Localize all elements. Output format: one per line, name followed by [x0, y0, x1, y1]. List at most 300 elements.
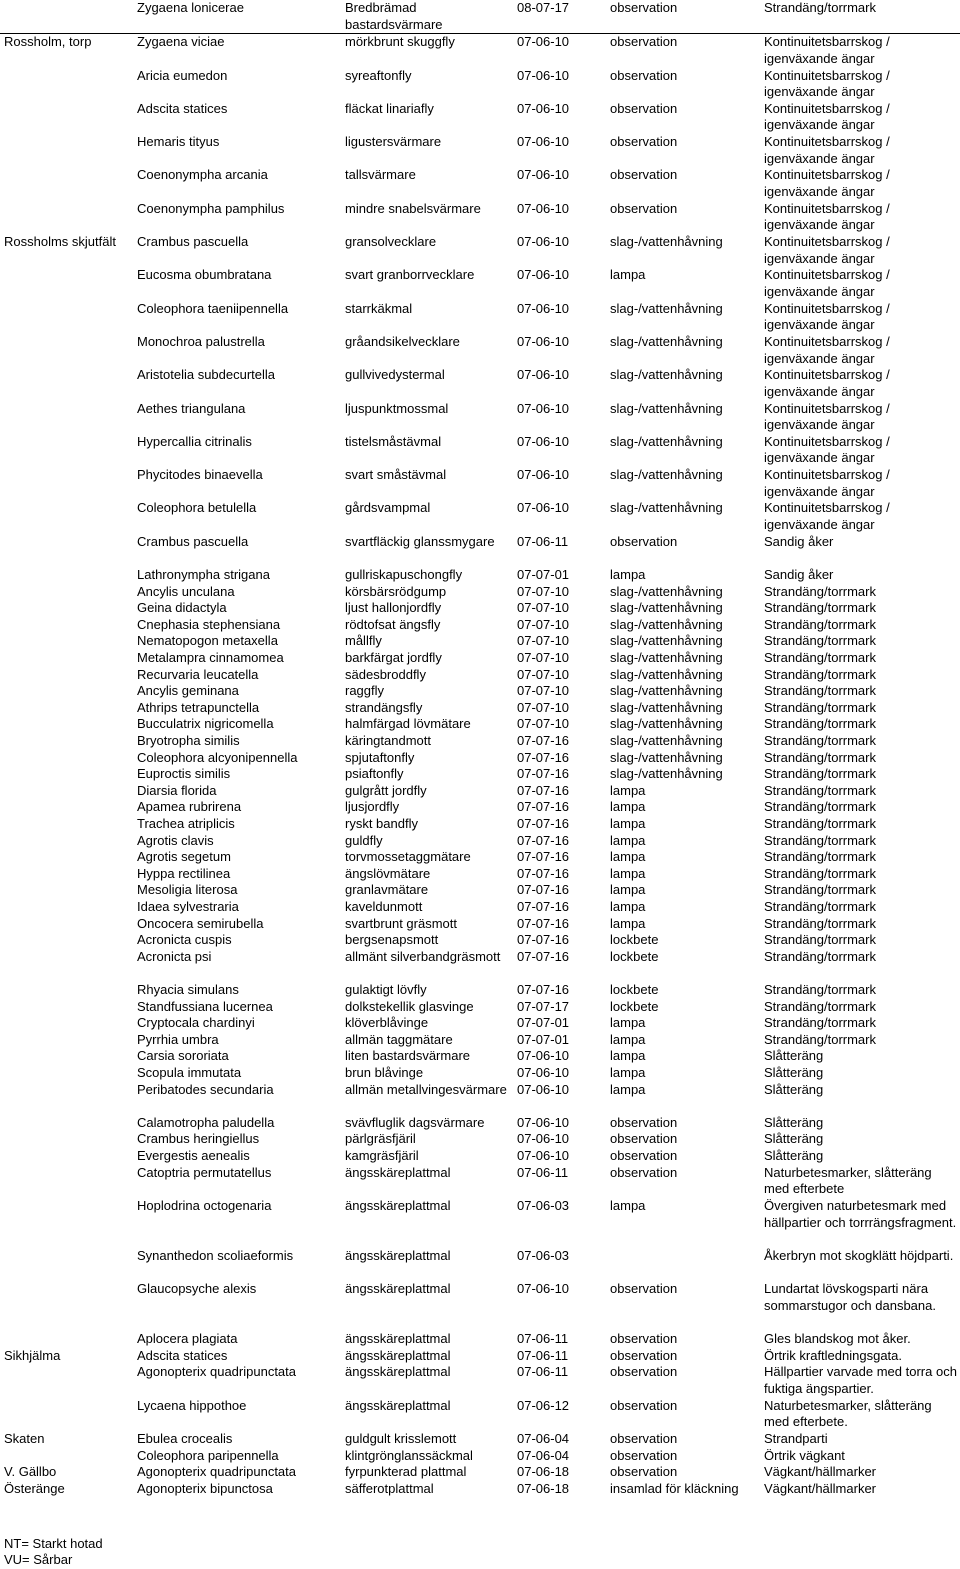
swedish-name-cell: allmän metallvingesvärmare [345, 1081, 507, 1097]
method-cell: lampa [610, 567, 646, 583]
scientific-name-cell: Crambus heringiellus [137, 1131, 260, 1147]
table-row [0, 1448, 960, 1465]
table-row [0, 766, 960, 783]
swedish-name-cell: syreaftonfly [345, 67, 412, 83]
swedish-name-cell: kaveldunmott [345, 898, 423, 914]
locality-cell [0, 683, 133, 700]
swedish-name-cell: svartfläckig glanssmygare [345, 533, 495, 549]
habitat-cell: Kontinuitetsbarrskog / igenväxande ängar [764, 167, 890, 200]
date-cell: 07-06-10 [517, 267, 570, 283]
table-row [0, 982, 960, 999]
method-cell: observation [610, 1431, 678, 1447]
method-cell: lampa [610, 799, 646, 815]
table-row [0, 633, 960, 650]
legend-nt: NT= Starkt hotad [4, 1536, 103, 1551]
scientific-name-cell: Peribatodes secundaria [137, 1081, 274, 1097]
method-cell: observation [610, 1114, 678, 1130]
method-cell: lockbete [610, 998, 659, 1014]
date-cell: 07-07-01 [517, 1015, 570, 1031]
table-row [0, 700, 960, 717]
method-cell: slag-/vattenhåvning [610, 683, 723, 699]
scientific-name-cell: Cryptocala chardinyi [137, 1015, 255, 1031]
method-cell: slag-/vattenhåvning [610, 766, 723, 782]
table-row [0, 882, 960, 899]
table-row [0, 1148, 960, 1165]
scientific-name-cell: Ancylis geminana [137, 683, 239, 699]
locality-cell [0, 667, 133, 684]
date-cell: 07-06-18 [517, 1464, 570, 1480]
locality-cell [0, 982, 133, 999]
scientific-name-cell: Coleophora alcyonipennella [137, 749, 298, 765]
method-cell: insamlad för kläckning [610, 1480, 739, 1496]
scientific-name-cell: Coenonympha pamphilus [137, 200, 285, 216]
locality-cell [0, 0, 133, 34]
swedish-name-cell: allmän taggmätare [345, 1031, 453, 1047]
habitat-cell: Slåtteräng [764, 1114, 824, 1130]
scientific-name-cell: Calamotropha paludella [137, 1114, 275, 1130]
method-cell: slag-/vattenhåvning [610, 749, 723, 765]
habitat-cell: Slåtteräng [764, 1148, 824, 1164]
habitat-cell: Vägkant/hällmarker [764, 1464, 876, 1480]
habitat-cell: Strandäng/torrmark [764, 716, 876, 732]
habitat-cell: Strandäng/torrmark [764, 749, 876, 765]
method-cell: lampa [610, 1081, 646, 1097]
scientific-name-cell: Acronicta psi [137, 948, 212, 964]
method-cell: slag-/vattenhåvning [610, 699, 723, 715]
table-row [0, 899, 960, 916]
locality-cell [0, 584, 133, 601]
locality-cell [0, 733, 133, 750]
table-row [0, 849, 960, 866]
habitat-cell: Strandäng/torrmark [764, 832, 876, 848]
date-cell: 07-06-10 [517, 1114, 570, 1130]
date-cell: 07-06-10 [517, 467, 570, 483]
locality-cell [0, 1032, 133, 1049]
date-cell: 07-06-10 [517, 167, 570, 183]
habitat-cell: Hällpartier varvade med torra och fuktiga ängspartier. [764, 1364, 957, 1397]
date-cell: 07-06-10 [517, 1081, 570, 1097]
method-cell: observation [610, 1148, 678, 1164]
date-cell: 07-07-10 [517, 716, 570, 732]
date-cell: 07-06-18 [517, 1480, 570, 1496]
swedish-name-cell: ängsskäreplattmal [345, 1397, 451, 1413]
locality-cell [0, 716, 133, 733]
swedish-name-cell: ängsskäreplattmal [345, 1331, 451, 1347]
scientific-name-cell: Rhyacia simulans [137, 982, 239, 997]
habitat-cell: Strandäng/torrmark [764, 1031, 876, 1047]
table-row [0, 1198, 960, 1248]
habitat-cell: Strandäng/torrmark [764, 683, 876, 699]
table-row [0, 1281, 960, 1331]
scientific-name-cell: Oncocera semirubella [137, 915, 264, 931]
table-row [0, 1248, 960, 1281]
table-row [0, 1065, 960, 1082]
locality-cell [0, 134, 133, 167]
scientific-name-cell: Coenonympha arcania [137, 167, 268, 183]
date-cell: 07-07-16 [517, 766, 570, 782]
table-row [0, 600, 960, 617]
table-row [0, 650, 960, 667]
table-row [0, 1464, 960, 1481]
scientific-name-cell: Bucculatrix nigricomella [137, 716, 274, 732]
habitat-cell: Strandäng/torrmark [764, 766, 876, 782]
date-cell: 07-06-10 [517, 367, 570, 383]
method-cell: lockbete [610, 948, 659, 964]
locality-cell [0, 401, 133, 434]
swedish-name-cell: starrkäkmal [345, 300, 413, 316]
method-cell: slag-/vattenhåvning [610, 367, 723, 383]
scientific-name-cell: Apamea rubrirena [137, 799, 242, 815]
method-cell: observation [610, 1397, 678, 1413]
locality-cell: V. Gällbo [4, 1464, 57, 1480]
scientific-name-cell: Standfussiana lucernea [137, 998, 273, 1014]
table-row [0, 617, 960, 634]
locality-cell [0, 267, 133, 300]
date-cell: 07-07-10 [517, 633, 570, 649]
locality-cell [0, 534, 133, 567]
habitat-cell: Vägkant/hällmarker [764, 1480, 876, 1496]
scientific-name-cell: Athrips tetrapunctella [137, 699, 260, 715]
scientific-name-cell: Phycitodes binaevella [137, 467, 263, 483]
scientific-name-cell: Pyrrhia umbra [137, 1031, 219, 1047]
scientific-name-cell: Metalampra cinnamomea [137, 650, 284, 666]
table-row [0, 367, 960, 400]
scientific-name-cell: Hyppa rectilinea [137, 865, 231, 881]
table-row [0, 1364, 960, 1397]
table-row [0, 999, 960, 1016]
date-cell: 07-06-11 [517, 1331, 569, 1347]
habitat-cell: Naturbetesmarker, slåtteräng med efterbete. [764, 1397, 932, 1430]
table-row [0, 949, 960, 982]
table-row [0, 34, 960, 68]
scientific-name-cell: Crambus pascuella [137, 533, 249, 549]
date-cell: 07-07-16 [517, 749, 570, 765]
method-cell: slag-/vattenhåvning [610, 600, 723, 616]
method-cell: lampa [610, 1064, 646, 1080]
swedish-name-cell: gårdsvampmal [345, 500, 431, 516]
swedish-name-cell: mindre snabelsvärmare [345, 200, 481, 216]
swedish-name-cell: klöverblåvinge [345, 1015, 429, 1031]
scientific-name-cell: Crambus pascuella [137, 234, 249, 250]
method-cell: slag-/vattenhåvning [610, 666, 723, 682]
date-cell: 07-06-10 [517, 400, 570, 416]
method-cell: lampa [610, 849, 646, 865]
date-cell: 07-06-10 [517, 34, 570, 50]
locality-cell: Rossholm, torp [0, 34, 133, 68]
method-cell: lampa [610, 832, 646, 848]
scientific-name-cell: Euproctis similis [137, 766, 231, 782]
date-cell: 07-06-12 [517, 1397, 570, 1413]
method-cell: slag-/vattenhåvning [610, 400, 723, 416]
method-cell: slag-/vattenhåvning [610, 234, 723, 250]
table-row [0, 267, 960, 300]
date-cell: 07-06-10 [517, 134, 570, 150]
habitat-cell: Kontinuitetsbarrskog / igenväxande ängar [764, 400, 890, 433]
scientific-name-cell: Aricia eumedon [137, 67, 228, 83]
swedish-name-cell: torvmossetaggmätare [345, 849, 471, 865]
method-cell: observation [610, 533, 678, 549]
date-cell: 07-07-16 [517, 948, 570, 964]
habitat-cell: Örtrik vägkant [764, 1447, 845, 1463]
date-cell: 07-06-10 [517, 333, 570, 349]
table-row [0, 1131, 960, 1148]
date-cell: 07-07-10 [517, 666, 570, 682]
locality-cell [0, 1082, 133, 1115]
scientific-name-cell: Aethes triangulana [137, 400, 246, 416]
date-cell: 07-07-10 [517, 583, 570, 599]
locality-cell [0, 201, 133, 234]
scientific-name-cell: Agrotis clavis [137, 832, 214, 848]
habitat-cell: Kontinuitetsbarrskog / igenväxande ängar [764, 367, 890, 399]
method-cell: lampa [610, 865, 646, 881]
table-row [0, 1348, 960, 1365]
habitat-cell: Strandäng/torrmark [764, 633, 876, 649]
legend [4, 1536, 103, 1568]
swedish-name-cell: ängsskäreplattmal [345, 1247, 451, 1263]
swedish-name-cell: bergsenapsmott [345, 932, 439, 948]
date-cell: 07-06-11 [517, 1164, 569, 1180]
table-row [0, 401, 960, 434]
date-cell: 07-06-10 [517, 100, 570, 116]
habitat-cell: Kontinuitetsbarrskog / igenväxande ängar [764, 100, 890, 133]
method-cell: slag-/vattenhåvning [610, 300, 723, 316]
swedish-name-cell: ängsskäreplattmal [345, 1364, 451, 1380]
habitat-cell: Kontinuitetsbarrskog / igenväxande ängar [764, 300, 890, 333]
method-cell: lampa [610, 815, 646, 831]
scientific-name-cell: Ebulea crocealis [137, 1431, 233, 1447]
method-cell: observation [610, 1347, 678, 1363]
habitat-cell: Kontinuitetsbarrskog / igenväxande ängar [764, 467, 890, 499]
method-cell: slag-/vattenhåvning [610, 433, 723, 449]
locality-cell [0, 1131, 133, 1148]
table-row [0, 167, 960, 200]
locality-cell [0, 617, 133, 634]
date-cell: 07-06-10 [517, 234, 570, 250]
swedish-name-cell: spjutaftonfly [345, 749, 415, 765]
locality-cell [0, 783, 133, 800]
scientific-name-cell: Coleophora paripennella [137, 1447, 279, 1463]
locality-cell [0, 799, 133, 816]
locality-cell [0, 301, 133, 334]
method-cell: observation [610, 1364, 678, 1380]
table-row [0, 101, 960, 134]
habitat-cell: Strandäng/torrmark [764, 1015, 876, 1031]
table-row [0, 1481, 960, 1498]
date-cell: 07-07-10 [517, 650, 570, 666]
habitat-cell: Strandäng/torrmark [760, 0, 960, 34]
swedish-name-cell: gulgrått jordfly [345, 782, 427, 798]
method-cell: lampa [610, 1015, 646, 1031]
habitat-cell: Kontinuitetsbarrskog / igenväxande ängar [764, 500, 890, 533]
date-cell: 07-07-16 [517, 882, 570, 898]
habitat-cell: Övergiven naturbetesmark med hällpartier och torrrängsfragment. [764, 1197, 957, 1230]
date-cell: 07-06-10 [517, 1281, 570, 1297]
swedish-name-cell: svart småstävmal [345, 467, 447, 483]
locality-cell [0, 899, 133, 916]
locality-cell [0, 816, 133, 833]
locality-cell [0, 500, 133, 533]
locality-cell [0, 949, 133, 982]
swedish-name-cell: ängsskäreplattmal [345, 1281, 451, 1297]
swedish-name-cell: klintgrönglanssäckmal [345, 1447, 473, 1463]
locality-cell [0, 700, 133, 717]
habitat-cell: Strandäng/torrmark [764, 998, 876, 1014]
habitat-cell: Åkerbryn mot skogklätt höjdparti. [764, 1247, 954, 1263]
table-row [0, 733, 960, 750]
scientific-name-cell: Agonopterix quadripunctata [137, 1364, 297, 1380]
locality-cell [0, 1281, 133, 1331]
table-row [0, 500, 960, 533]
habitat-cell: Strandäng/torrmark [764, 650, 876, 666]
date-cell: 07-06-04 [517, 1447, 570, 1463]
method-cell: observation [610, 100, 678, 116]
locality-cell [0, 167, 133, 200]
date-cell: 07-06-10 [517, 1148, 570, 1164]
locality-cell [0, 68, 133, 101]
habitat-cell: Kontinuitetsbarrskog / igenväxande ängar [764, 34, 890, 66]
habitat-cell: Kontinuitetsbarrskog / igenväxande ängar [764, 234, 890, 266]
locality-cell [0, 567, 133, 584]
method-cell: observation [610, 1331, 678, 1347]
method-cell: slag-/vattenhåvning [610, 616, 723, 632]
scientific-name-cell: Diarsia florida [137, 782, 217, 798]
swedish-name-cell: guldgult krisslemott [345, 1431, 457, 1447]
swedish-name-cell: tallsvärmare [345, 167, 416, 183]
locality-cell [0, 367, 133, 400]
habitat-cell: Strandäng/torrmark [764, 815, 876, 831]
swedish-name-cell: ängslövmätare [345, 865, 431, 881]
swedish-name-cell: kamgräsfjäril [345, 1148, 419, 1164]
habitat-cell: Strandäng/torrmark [764, 583, 876, 599]
habitat-cell: Strandäng/torrmark [764, 799, 876, 815]
scientific-name-cell: Nematopogon metaxella [137, 633, 278, 649]
scientific-name-cell: Lycaena hippothoe [137, 1397, 247, 1413]
table-row [0, 1165, 960, 1198]
scientific-name-cell: Agonopterix bipunctosa [137, 1480, 273, 1496]
date-cell: 07-06-10 [517, 67, 570, 83]
habitat-cell: Kontinuitetsbarrskog / igenväxande ängar [764, 200, 890, 233]
scientific-name-cell: Mesoligia literosa [137, 882, 238, 898]
method-cell [606, 1248, 760, 1281]
swedish-name-cell: granlavmätare [345, 882, 429, 898]
swedish-name-cell: svävfluglik dagsvärmare [345, 1114, 485, 1130]
swedish-name-cell: mörkbrunt skuggfly [345, 34, 455, 50]
table-row [0, 1015, 960, 1032]
habitat-cell: Strandäng/torrmark [764, 932, 876, 948]
method-cell: observation [610, 1464, 678, 1480]
scientific-name-cell: Ancylis unculana [137, 583, 235, 599]
date-cell: 07-07-16 [517, 732, 570, 748]
table-row [0, 534, 960, 567]
locality-cell: Österänge [4, 1480, 65, 1496]
swedish-name-cell: tistelsmåstävmal [345, 433, 442, 449]
scientific-name-cell: Recurvaria leucatella [137, 666, 259, 682]
date-cell: 07-07-16 [517, 782, 570, 798]
method-cell: observation [610, 1447, 678, 1463]
method-cell: observation [610, 1131, 678, 1147]
table-row [0, 1032, 960, 1049]
date-cell: 07-07-16 [517, 865, 570, 881]
scientific-name-cell: Catoptria permutatellus [137, 1164, 272, 1180]
date-cell: 07-07-01 [517, 1031, 570, 1047]
swedish-name-cell: ängsskäreplattmal [345, 1164, 451, 1180]
locality-cell: Rossholms skjutfält [4, 234, 116, 250]
method-cell: slag-/vattenhåvning [610, 633, 723, 649]
scientific-name-cell: Hypercallia citrinalis [137, 433, 252, 449]
locality-cell [0, 1115, 133, 1132]
date-cell: 07-07-16 [517, 849, 570, 865]
locality-cell [0, 1398, 133, 1431]
locality-cell [0, 932, 133, 949]
locality-cell [0, 833, 133, 850]
method-cell: observation [610, 1281, 678, 1297]
swedish-name-cell: ligustersvärmare [345, 134, 442, 150]
date-cell: 07-06-11 [517, 1364, 569, 1380]
scientific-name-cell: Zygaena viciae [137, 34, 225, 50]
habitat-cell: Strandäng/torrmark [764, 915, 876, 931]
table-row [0, 301, 960, 334]
method-cell: observation [610, 134, 678, 150]
method-cell: lampa [610, 1048, 646, 1064]
method-cell: observation [606, 0, 760, 34]
method-cell: observation [610, 1164, 678, 1180]
method-cell: lampa [610, 882, 646, 898]
method-cell: slag-/vattenhåvning [610, 467, 723, 483]
swedish-name-cell: ljuspunktmossmal [345, 400, 449, 416]
method-cell: slag-/vattenhåvning [610, 650, 723, 666]
habitat-cell: Strandäng/torrmark [764, 732, 876, 748]
method-cell: lampa [610, 782, 646, 798]
locality-cell [0, 766, 133, 783]
swedish-name-cell: käringtandmott [345, 732, 431, 748]
table-row [0, 1082, 960, 1115]
scientific-name-cell: Lathronympha strigana [137, 567, 270, 583]
swedish-name-cell: liten bastardsvärmare [345, 1048, 470, 1064]
method-cell: lockbete [610, 932, 659, 948]
scientific-name-cell: Eucosma obumbratana [137, 267, 272, 283]
locality-cell [0, 1048, 133, 1065]
method-cell: lampa [610, 915, 646, 931]
swedish-name-cell: gråandsikelvecklare [345, 333, 460, 349]
habitat-cell: Strandäng/torrmark [764, 849, 876, 865]
scientific-name-cell: Idaea sylvestraria [137, 898, 239, 914]
habitat-cell: Sandig åker [764, 533, 834, 549]
table-row [0, 434, 960, 467]
swedish-name-cell: sädesbroddfly [345, 666, 426, 682]
habitat-cell: Strandäng/torrmark [764, 782, 876, 798]
table-row [0, 1431, 960, 1448]
habitat-cell: Strandäng/torrmark [764, 982, 876, 997]
method-cell: observation [610, 167, 678, 183]
swedish-name-cell: barkfärgat jordfly [345, 650, 442, 666]
habitat-cell: Naturbetesmarker, slåtteräng med efterbete [764, 1164, 932, 1197]
method-cell: slag-/vattenhåvning [610, 583, 723, 599]
habitat-cell: Strandäng/torrmark [764, 898, 876, 914]
habitat-cell: Strandparti [764, 1431, 828, 1447]
scientific-name-cell: Agrotis segetum [137, 849, 231, 865]
habitat-cell: Strandäng/torrmark [764, 882, 876, 898]
habitat-cell: Slåtteräng [764, 1131, 824, 1147]
date-cell: 08-07-17 [513, 0, 606, 34]
date-cell: 07-06-04 [517, 1431, 570, 1447]
habitat-cell: Kontinuitetsbarrskog / igenväxande ängar [764, 134, 890, 166]
scientific-name-cell: Scopula immutata [137, 1064, 242, 1080]
scientific-name-cell: Evergestis aenealis [137, 1148, 250, 1164]
swedish-name-cell: psiaftonfly [345, 766, 404, 782]
table-row [0, 932, 960, 949]
scientific-name-cell: Cnephasia stephensiana [137, 616, 281, 632]
habitat-cell: Strandäng/torrmark [764, 616, 876, 632]
